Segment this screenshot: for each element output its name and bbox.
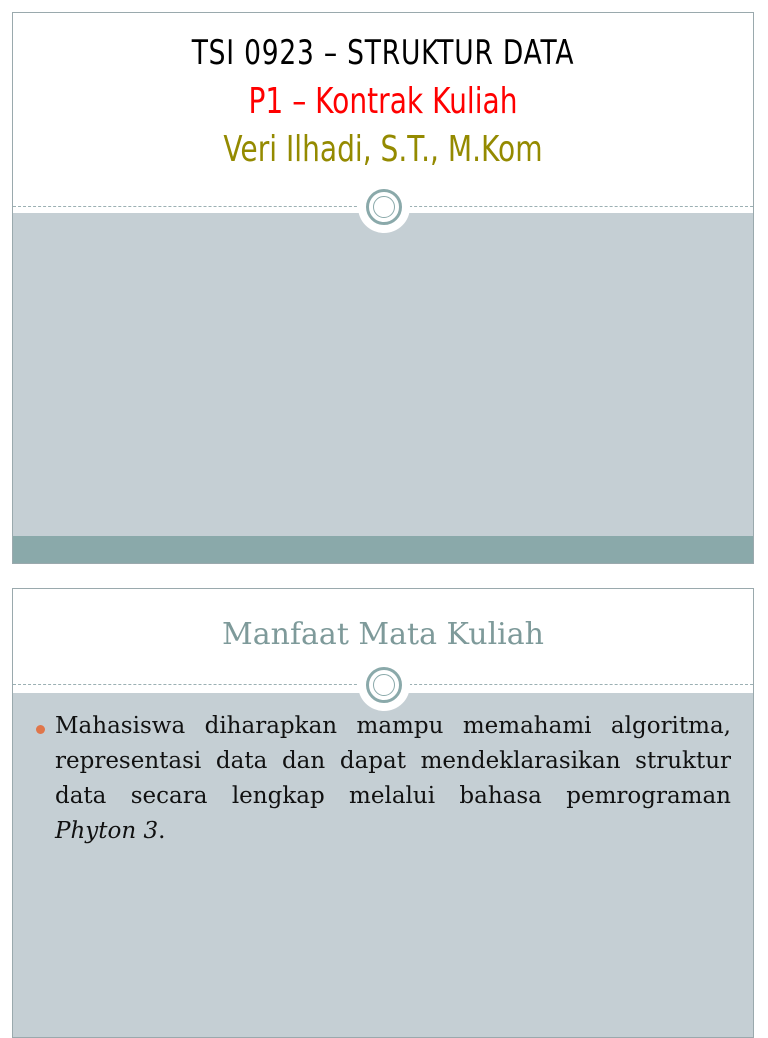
bullet-dot-icon	[36, 725, 45, 734]
slide-1-footer-band	[13, 536, 753, 564]
bullet-text-end: .	[158, 818, 166, 844]
slide-1-title-area	[13, 13, 753, 207]
bullet-text-italic: Phyton 3	[55, 818, 159, 844]
ring-divider-icon	[358, 659, 410, 711]
slide-1	[12, 12, 754, 564]
bullet-paragraph	[55, 709, 731, 849]
slide-1-body	[13, 213, 753, 536]
session-title: P1 – Kontrak Kuliah	[248, 81, 518, 122]
slide-heading: Manfaat Mata Kuliah	[222, 617, 544, 652]
course-title: TSI 0923 – STRUKTUR DATA	[191, 33, 575, 73]
bullet-text-main: Mahasiswa diharapkan mampu memahami algoritma, representasi data dan dapat mendeklarasikan struktur data secara lengkap melalui bahasa pemrograman	[55, 713, 731, 809]
lecturer-name: Veri Ilhadi, S.T., M.Kom	[223, 129, 543, 170]
slide-2	[12, 588, 754, 1038]
ring-divider-icon	[358, 181, 410, 233]
